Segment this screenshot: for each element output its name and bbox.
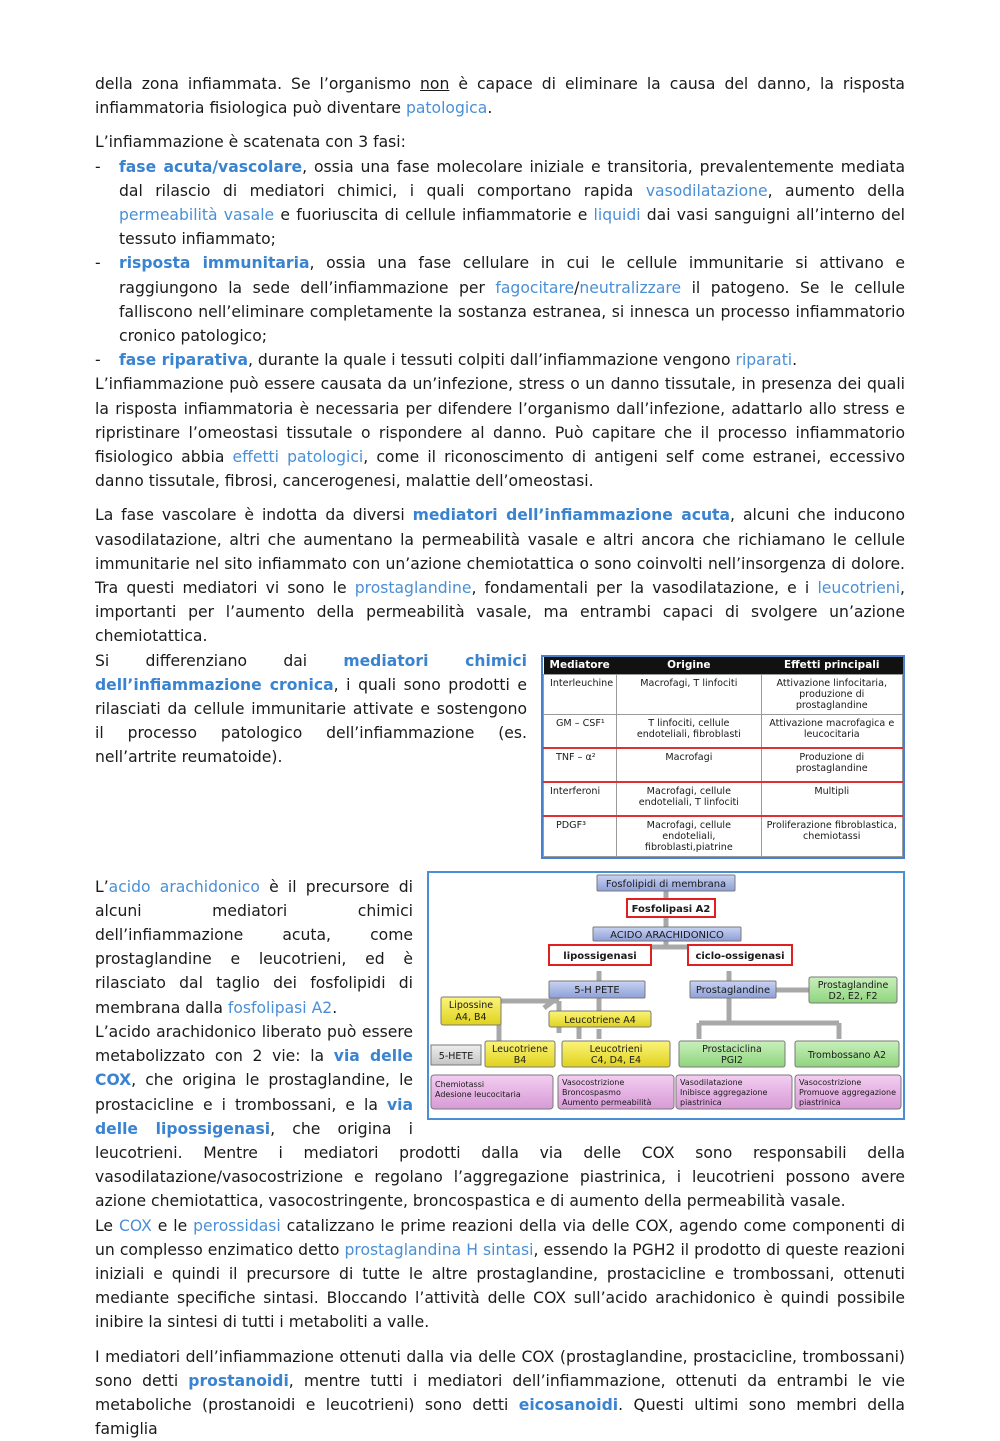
svg-text:piastrinica: piastrinica	[680, 1097, 722, 1107]
node-lipossine: Lipossine	[448, 999, 494, 1011]
paragraph-cox: Le COX e le perossidasi catalizzano le prime reazioni della via delle COX, agendo come componenti di un complesso enzimatico detto prostaglandina H sintasi, essendo la PGH2 il prodotto di queste reazioni iniziali e quindi il precursore di tutte le altre prostaglandine, prostacicline e trombossani, ottenuti mediante specifiche sintasi. Bloccando l’attività delle COX sull’acido arachidonico è quindi possibile inibire la sintesi di tutti i metaboliti a valle.	[95, 1216, 906, 1332]
arachidonic-pathway-diagram	[427, 871, 905, 1120]
table-cell: TNF – α²	[544, 748, 617, 782]
pathway-svg	[429, 873, 903, 1111]
svg-text:Aumento permeabilità: Aumento permeabilità	[562, 1097, 652, 1107]
term-patologica: patologica	[405, 99, 488, 118]
node-acido: ACIDO ARACHIDONICO	[610, 929, 724, 941]
table-cell: Macrofagi, T linfociti	[617, 674, 761, 714]
table-row	[544, 782, 903, 816]
term-prostanoidi: prostanoidi	[188, 1371, 289, 1390]
svg-text:Adesione leucocitaria: Adesione leucocitaria	[435, 1089, 521, 1099]
effect-vasocostrizione: Vasocostrizione	[562, 1077, 625, 1087]
svg-text:Broncospasmo: Broncospasmo	[562, 1087, 621, 1097]
table-cell: Macrofagi, cellule endoteliali, T linfociti	[617, 782, 761, 816]
term-via-lipossigenasi: via delle lipossigenasi	[95, 1095, 413, 1138]
table-cell: Macrofagi	[617, 748, 761, 782]
effect-vasocostrizione-txa: Vasocostrizione	[799, 1077, 862, 1087]
term-fase-acuta: fase acuta/vascolare	[119, 157, 303, 176]
table-header: Origine	[617, 657, 761, 675]
table-cell: Macrofagi, cellule endoteliali, fibroblasti,piatrine	[617, 816, 761, 857]
term-via-cox: via delle COX	[95, 1047, 413, 1090]
table-cell: Attivazione macrofagica e leucocitaria	[761, 714, 903, 748]
list-item: - fase riparativa, durante la quale i tessuti colpiti dall’infiammazione vengono riparati.	[95, 348, 905, 372]
term-eicosanoidi: eicosanoidi	[518, 1395, 619, 1414]
node-pg-d2: Prostaglandine	[817, 979, 889, 991]
term-risposta-immunitaria: risposta immunitaria	[119, 254, 310, 273]
table-cell: GM – CSF¹	[544, 714, 617, 748]
node-ciclo: ciclo-ossigenasi	[695, 950, 785, 962]
svg-text:piastrinica: piastrinica	[799, 1097, 841, 1107]
paragraph-arachidonic: L’acido arachidonico è il precursore di alcuni mediatori chimici dell’infiammazione acuta, come prostaglandine e leucotrieni, ed è rilasciato dal taglio dei fosfolipidi di membrana dalla fosfolipasi A2.	[95, 877, 413, 1017]
list-item: - risposta immunitaria, ossia una fase cellulare in cui le cellule immunitarie si attivano e raggiungono la sede dell’infiammazione per fagocitare/neutralizzare il patogeno. Se le cellule falliscono nell’eliminare completamente la sostanza estranea, si innesca un processo infiammatorio cronico patologico;	[95, 251, 905, 348]
svg-text:A4, B4: A4, B4	[455, 1011, 487, 1023]
paragraph-chronic: Si differenziano dai mediatori chimici dell’infiammazione cronica, i quali sono prodotti e rilasciati da cellule immunitarie attivate e sostengono il processo patologico dell’infiammazione (es. nell’artrite reumatoide).	[95, 651, 528, 767]
svg-text:PGI2: PGI2	[721, 1054, 743, 1066]
phases-intro: L’infiammazione è scatenata con 3 fasi:	[95, 133, 406, 152]
table-row	[544, 748, 903, 782]
list-item: - fase acuta/vascolare, ossia una fase molecolare iniziale e transitoria, prevalentemente mediata dal rilascio di mediatori chimici, i quali comportano rapida vasodilatazione, aumento della permeabilità vasale e fuoriuscita di cellule infiammatorie e liquidi dai vasi sanguigni all’interno del tessuto infiammato;	[95, 155, 905, 252]
term-fase-riparativa: fase riparativa	[119, 351, 249, 370]
table-row	[544, 674, 903, 714]
table-header: Mediatore	[544, 657, 617, 675]
table-row	[544, 816, 903, 857]
phases-list	[95, 155, 905, 373]
node-lta4: Leucotriene A4	[564, 1014, 636, 1026]
table-cell: Interleuchine	[544, 674, 617, 714]
table-cell: Proliferazione fibroblastica, chemiotassi	[761, 816, 903, 857]
svg-text:Promuove aggregazione: Promuove aggregazione	[799, 1087, 897, 1097]
paragraph-eicosanoids: I mediatori dell’infiammazione ottenuti dalla via delle COX (prostaglandine, prostacicline, trombossani) sono detti prostanoidi, mentre tutti i mediatori dell’infiammazione, ottenuti da entrambi le vie metaboliche (prostanoidi e leucotrieni) sono detti eicosanoidi. Questi ultimi sono membri della famiglia	[95, 1347, 905, 1439]
paragraph-pathways: L’acido arachidonico liberato può essere metabolizzato con 2 vie: la via delle COX, che origina le prostaglandine, le prostacicline e i trombossani, e la via delle lipossigenasi, che origina i leucotrieni. Mentre i mediatori prodotti dalla via delle COX sono responsabili della vasodilatazione/vasocostrizione e regolano l’aggregazione piastrinica, i leucotrieni possono avere azione chemiotattica, vasocostringente, broncospastica e di aumento della permeabilità vasale.	[95, 1022, 905, 1211]
term-mediatori-acuta: mediatori dell’infiammazione acuta	[412, 506, 731, 525]
table-header: Effetti principali	[761, 657, 903, 675]
term-acido-arachidonico: acido arachidonico	[108, 877, 260, 896]
node-hpete: 5-H PETE	[574, 984, 620, 996]
underlined-non: non	[420, 75, 450, 93]
table-cell: PDGF³	[544, 816, 617, 857]
node-txa2: Trombossano A2	[807, 1049, 887, 1061]
document-page	[95, 72, 905, 1441]
table-cell: Multipli	[761, 782, 903, 816]
svg-text:Inibisce aggregazione: Inibisce aggregazione	[680, 1087, 768, 1097]
paragraph-causes: L’infiammazione può essere causata da un’infezione, stress o un danno tissutale, in presenza dei quali la risposta infiammatoria è necessaria per difendere l’organismo dall’infezione, adattarlo allo stress e ripristinare l’omeostasi tissutale o rispondere al danno. Può capitare che il processo infiammatorio fisiologico abbia effetti patologici, come il riconoscimento di antigeni self come estranei, eccessivo danno tissutale, fibrosi, cancerogenesi, malattie dell’omeostasi.	[95, 375, 905, 491]
node-fosfolipasi: Fosfolipasi A2	[631, 903, 711, 915]
svg-text:D2, E2, F2: D2, E2, F2	[828, 990, 878, 1002]
paragraph-intro: della zona infiammata. Se l’organismo non è capace di eliminare la causa del danno, la risposta infiammatoria fisiologica può diventare patologica.	[95, 75, 905, 118]
paragraph-vascular: La fase vascolare è indotta da diversi mediatori dell’infiammazione acuta, alcuni che inducono vasodilatazione, altri che aumentano la permeabilità vasale e altri ancora che richiamano le cellule immunitarie nel sito infiammato con un’azione chemiotattica o sono coinvolti nell’insorgenza di dolore. Tra questi mediatori vi sono le prostaglandine, fondamentali per la vasodilatazione, e i leucotrieni, importanti per l’aumento della permeabilità vasale, ma entrambi capaci di svolgere un’azione chemiotattica.	[95, 506, 905, 646]
node-lipossigenasi: lipossigenasi	[563, 950, 637, 962]
effect-vasodilatazione: Vasodilatazione	[680, 1077, 743, 1087]
node-fosfolipidi: Fosfolipidi di membrana	[605, 878, 727, 890]
table-row	[544, 714, 903, 748]
mediators-table	[541, 655, 905, 859]
term-mediatori-cronica: mediatori chimici dell’infiammazione cronica	[95, 651, 528, 694]
table-cell: Interferoni	[544, 782, 617, 816]
table-cell: Produzione di prostaglandine	[761, 748, 903, 782]
effect-chemiotassi: Chemiotassi	[435, 1079, 485, 1089]
node-hete: 5-HETE	[438, 1050, 474, 1062]
svg-text:B4: B4	[513, 1054, 527, 1066]
svg-text:C4, D4, E4: C4, D4, E4	[590, 1054, 642, 1066]
node-pgi2: Prostaciclina	[702, 1043, 762, 1055]
node-ltc4: Leucotrieni	[589, 1043, 643, 1055]
table-cell: T linfociti, cellule endoteliali, fibroblasti	[617, 714, 761, 748]
table-cell: Attivazione linfocitaria, produzione di prostaglandine	[761, 674, 903, 714]
node-prostaglandine: Prostaglandine	[695, 984, 771, 996]
node-ltb4: Leucotriene	[491, 1043, 549, 1055]
